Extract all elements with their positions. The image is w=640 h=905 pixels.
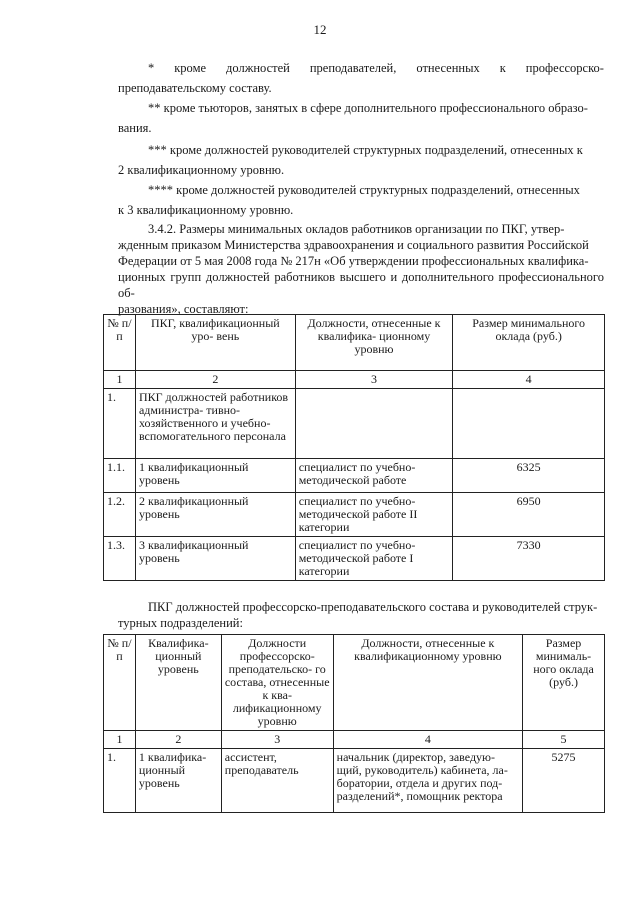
table-header-row [104,315,605,371]
section-subtitle: ПКГ должностей профессорско-преподавательского состава и руководителей струк- турных подразделений: [118,600,598,630]
header-positions: Должности, отнесенные к квалифика- ционному уровню [295,315,453,371]
table-row: 1. ПКГ должностей работников администра- тивно-хозяйственного и учебно-вспомогательного персонала [104,389,605,459]
paragraph-3-4-2: 3.4.2. Размеры минимальных окладов работников организации по ПКГ, утвер- жденным приказом Министерства здравоохранения и социального развития Российской Федерации от 5 мая 2008 года № 217н «Об утверждении профессиональных квалифика- ционных групп должностей работников высшего и дополнительного профессионального об- разования», составляют: [118,222,604,316]
footnote-2: ** кроме тьюторов, занятых в сфере дополнительного профессионального образо- вания. [118,101,588,135]
table-row: 1.2. 2 квалификационный уровень специалист по учебно- методической работе II категории 6950 [104,493,605,537]
header-level: Квалифика- ционный уровень [135,635,221,731]
header-num: № п/п [104,315,136,371]
footnote-1 [118,58,604,98]
table-row: 1.1. 1 квалификационный уровень специалист по учебно- методической работе 6325 [104,459,605,493]
table-admin-staff [103,314,605,581]
table-row: 1. 1 квалифика- ционный уровень ассистент, преподаватель начальник (директор, заведую- щий, руководитель) кабинета, ла- боратории, отдела и других под- разделений*, помощник ректора 5275 [104,749,605,813]
footnote-1-line1: * кроме должностей преподавателей, отнесенных к профессорско- [148,61,604,75]
table-index-row: 1 2 3 4 [104,371,605,389]
header-pkg: ПКГ, квалификационный уро- вень [135,315,295,371]
header-salary: Размер минимального оклада (руб.) [453,315,605,371]
table-row: 1.3. 3 квалификационный уровень специалист по учебно- методической работе I категории 7330 [104,537,605,581]
header-salary: Размер минималь- ного оклада (руб.) [523,635,605,731]
header-pps: Должности профессорско- преподательско- го состава, отнесенные к ква- лификационному уровню [221,635,333,731]
table-header-row [104,635,605,731]
footnote-3: *** кроме должностей руководителей структурных подразделений, отнесенных к 2 квалификационному уровню. [118,143,583,177]
table-teaching-staff [103,634,605,813]
footnote-4: **** кроме должностей руководителей структурных подразделений, отнесенных к 3 квалификационному уровню. [118,183,580,217]
header-num: № п/п [104,635,136,731]
table-index-row: 1 2 3 4 5 [104,731,605,749]
header-positions: Должности, отнесенные к квалификационному уровню [333,635,522,731]
page-number: 12 [313,22,327,37]
footnote-1-line2: преподавательскому составу. [118,81,272,95]
